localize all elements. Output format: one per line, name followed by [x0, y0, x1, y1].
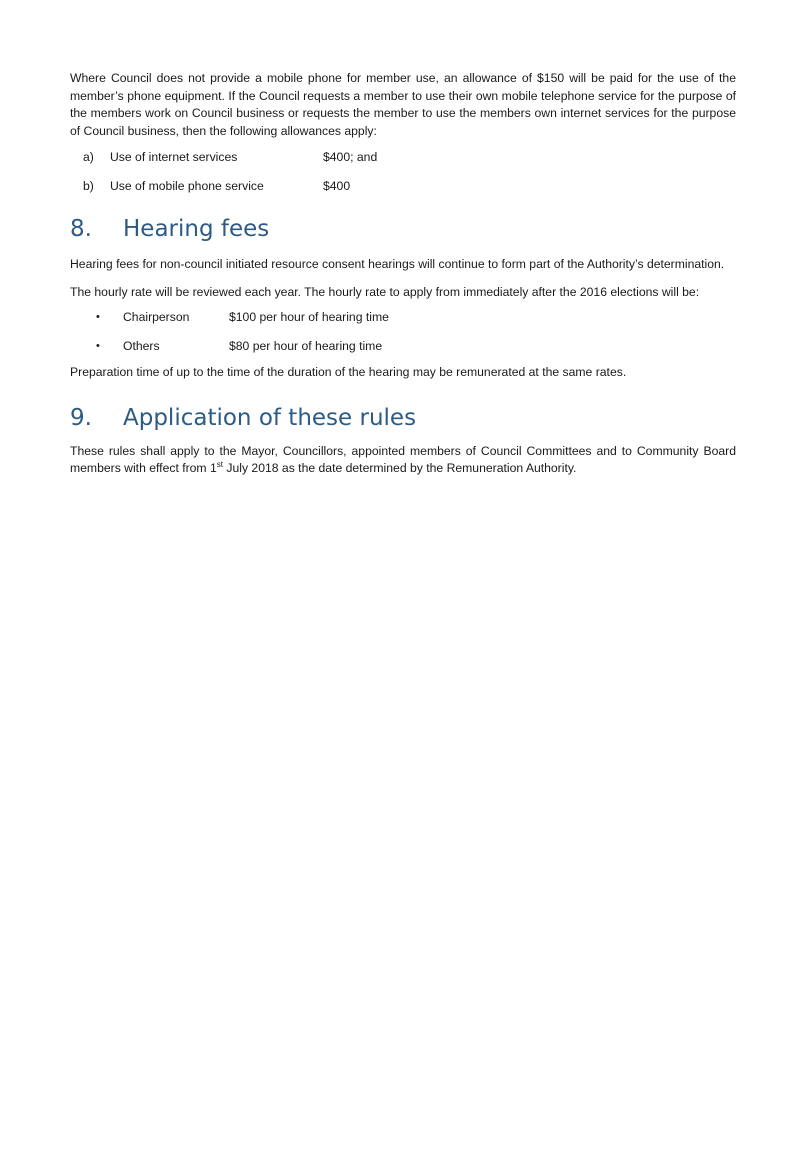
rate-label: Others [123, 338, 160, 353]
ordinal-suffix: st [216, 459, 223, 469]
application-paragraph [70, 443, 736, 478]
document-page [70, 70, 736, 478]
rate-value: $80 per hour of hearing time [229, 338, 383, 353]
bullet-marker: • [96, 311, 100, 323]
allowance-value: $400; and [323, 150, 378, 164]
hearing-rates-list [70, 309, 736, 355]
hearing-fees-paragraph-2: The hourly rate will be reviewed each year. The hourly rate to apply from immediately after the 2016 elections will be: [70, 284, 700, 299]
section-number: 9. [70, 404, 92, 431]
application-text-part-2: July 2018 as the date determined by the Remuneration Authority. [222, 461, 577, 475]
hearing-fees-paragraph-1: Hearing fees for non-council initiated resource consent hearings will continue to form part of the Authority’s determination. [70, 257, 725, 271]
section-title: Application of these rules [123, 404, 417, 431]
allowance-label: Use of mobile phone service [110, 178, 264, 193]
list-marker: a) [83, 150, 94, 164]
allowances-list [70, 149, 736, 195]
bullet-marker: • [96, 339, 100, 352]
application-text-part-1: These rules shall apply to the Mayor, Councillors, appointed members of Council Committees and to Community Board members with effect from 1 [70, 443, 736, 475]
section-8-heading [70, 215, 736, 243]
rate-label: Chairperson [123, 310, 190, 324]
section-title: Hearing fees [123, 216, 270, 242]
rate-value: $100 per hour of hearing time [229, 310, 389, 324]
list-item [70, 309, 736, 327]
section-number: 8. [70, 216, 92, 242]
hearing-fees-paragraph-3: Preparation time of up to the time of the duration of the hearing may be remunerated at the same rates. [70, 365, 627, 379]
section-9-heading [70, 404, 736, 432]
list-item [70, 149, 736, 167]
list-item [70, 178, 736, 196]
allowance-value: $400 [323, 178, 351, 193]
intro-paragraph: Where Council does not provide a mobile phone for member use, an allowance of $150 will be paid for the use of the member’s phone equipment. If the Council requests a member to use their own mobile telephone service for the purpose of the members work on Council business or requests the member to use the members own internet services for the purpose of Council business, then the following allowances apply: [70, 71, 736, 138]
list-marker: b) [83, 178, 94, 193]
allowance-label: Use of internet services [110, 150, 238, 164]
list-item [70, 338, 736, 356]
